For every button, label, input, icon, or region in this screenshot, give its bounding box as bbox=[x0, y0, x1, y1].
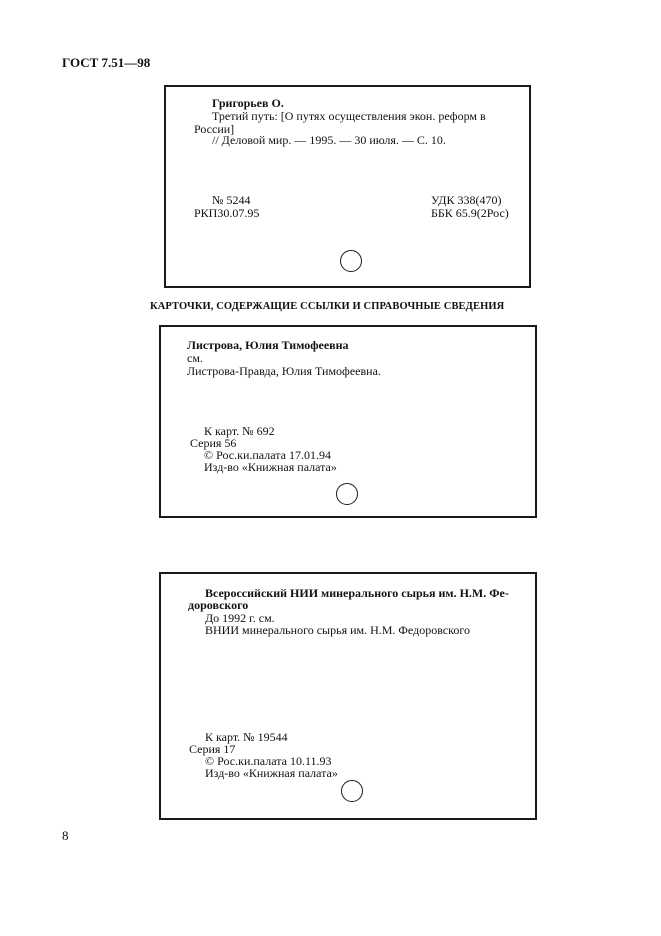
card-until: До 1992 г. см. bbox=[205, 611, 275, 625]
card-target: Листрова-Правда, Юлия Тимофеевна. bbox=[187, 364, 381, 378]
card-author: Григорьев О. bbox=[212, 96, 284, 110]
catalog-card-grigoriev bbox=[164, 85, 531, 288]
card-series: Серия 56 bbox=[190, 436, 237, 450]
card-source: // Деловой мир. — 1995. — 30 июля. — С. 10. bbox=[212, 133, 446, 147]
card-ref: К карт. № 19544 bbox=[205, 730, 288, 744]
card-ref: К карт. № 692 bbox=[204, 424, 275, 438]
card-number: № 5244 bbox=[212, 193, 251, 207]
card-rkp: РКП30.07.95 bbox=[194, 206, 260, 220]
catalog-card-listrova bbox=[159, 325, 537, 518]
card-heading-line2: доровского bbox=[188, 598, 249, 612]
card-copyright: © Рос.ки.палата 17.01.94 bbox=[204, 448, 331, 462]
card-publisher: Изд-во «Книжная палата» bbox=[204, 460, 337, 474]
page-number: 8 bbox=[62, 828, 69, 843]
section-title: КАРТОЧКИ, СОДЕРЖАЩИЕ ССЫЛКИ И СПРАВОЧНЫЕ СВЕДЕНИЯ bbox=[150, 301, 505, 312]
punch-hole bbox=[336, 483, 358, 505]
card-heading: Листрова, Юлия Тимофеевна bbox=[187, 338, 349, 352]
document-header: ГОСТ 7.51—98 bbox=[62, 55, 151, 70]
card-target: ВНИИ минерального сырья им. Н.М. Федоровского bbox=[205, 623, 470, 637]
punch-hole bbox=[340, 250, 362, 272]
card-copyright: © Рос.ки.палата 10.11.93 bbox=[205, 754, 332, 768]
punch-hole bbox=[341, 780, 363, 802]
card-udk: УДК 338(470) bbox=[431, 193, 502, 207]
card-series: Серия 17 bbox=[189, 742, 236, 756]
card-title-line2: России] bbox=[194, 122, 235, 136]
card-title-line1: Третий путь: [О путях осуществления экон. реформ в bbox=[212, 109, 486, 123]
catalog-card-vniims bbox=[159, 572, 537, 820]
card-publisher: Изд-во «Книжная палата» bbox=[205, 766, 338, 780]
card-heading-line1: Всероссийский НИИ минерального сырья им. Н.М. Фе- bbox=[205, 586, 509, 600]
card-bbk: ББК 65.9(2Рос) bbox=[431, 206, 509, 220]
card-see: см. bbox=[187, 351, 203, 365]
